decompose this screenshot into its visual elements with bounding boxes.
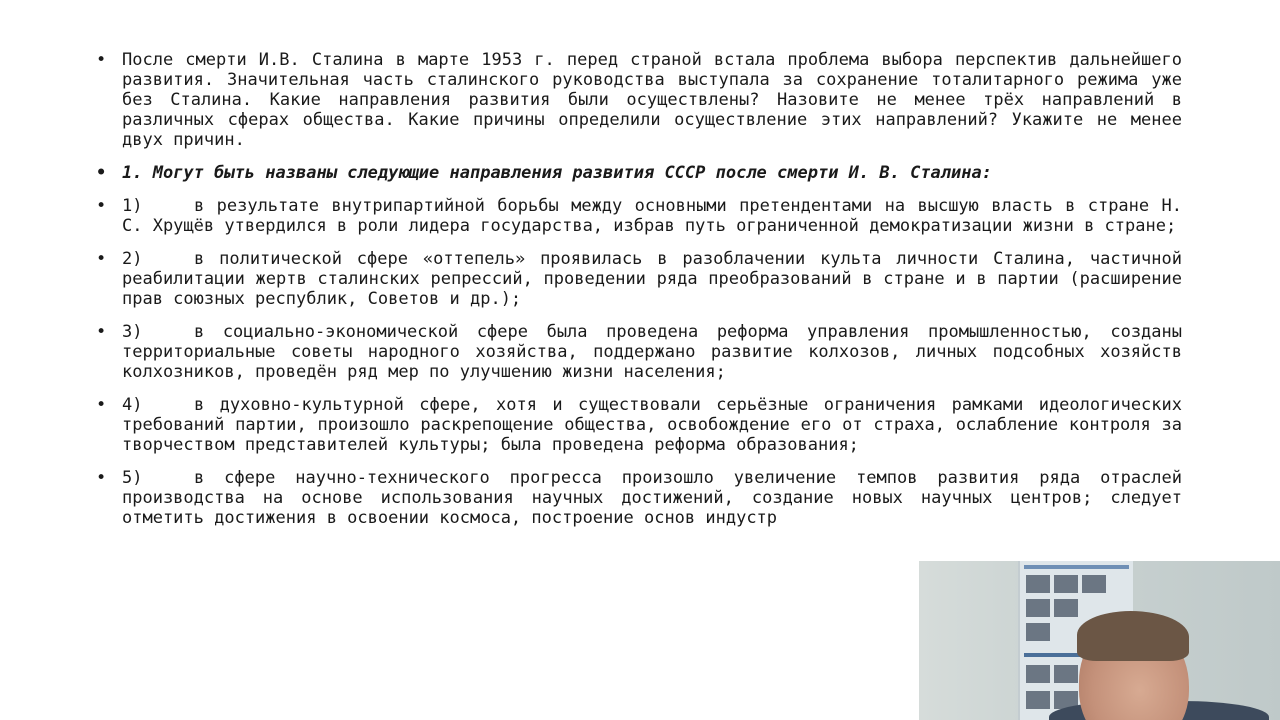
bullet-icon: •	[96, 249, 107, 269]
item-text: в результате внутрипартийной борьбы между основными претендентами на высшую власть в стране Н. С. Хрущёв утвердился в роли лидера государства, избрав путь ограниченной демократизации жизни в стране;	[122, 196, 1182, 236]
poster-photo	[1054, 599, 1078, 617]
list-item-question	[96, 50, 1182, 150]
item-text: в социально-экономической сфере была проведена реформа управления промышленностью, созданы территориальные советы народного хозяйства, поддержано развитие колхозов, личных подсобных хозяйств колхозников, проведён ряд мер по улучшению жизни населения;	[122, 322, 1182, 382]
list-item-direction-3	[96, 322, 1182, 382]
poster-photo	[1026, 575, 1050, 593]
bullet-icon: •	[96, 50, 107, 70]
poster-header	[1024, 565, 1129, 569]
poster-photo	[1054, 665, 1078, 683]
item-number: 4)	[122, 395, 143, 415]
item-text: в сфере научно-технического прогресса произошло увеличение темпов развития ряда отраслей производства на основе использования научных достижений, создание новых научных центров; следует отметить достижения в освоении космоса, построение основ индустр	[122, 468, 1182, 528]
poster-photo	[1082, 575, 1106, 593]
bullet-icon: •	[96, 395, 107, 415]
item-text: в духовно-культурной сфере, хотя и существовали серьёзные ограничения рамками идеологических требований партии, произошло раскрепощение общества, освобождение его от страха, ослабление контроля за творчеством представителей культуры; была проведена реформа образования;	[122, 395, 1182, 455]
answer-heading-text: 1. Могут быть названы следующие направления развития СССР после смерти И. В. Сталина:	[122, 163, 992, 183]
item-number: 2)	[122, 249, 143, 269]
list-item-direction-5	[96, 468, 1182, 528]
poster-photo	[1026, 691, 1050, 709]
poster-photo	[1054, 575, 1078, 593]
bullet-icon: •	[96, 163, 107, 183]
bullet-list	[96, 50, 1182, 541]
poster-photo	[1026, 623, 1050, 641]
list-item-answer-heading	[96, 163, 1182, 183]
presenter-hair	[1077, 611, 1189, 661]
list-item-direction-4	[96, 395, 1182, 455]
question-text: После смерти И.В. Сталина в марте 1953 г. перед страной встала проблема выбора перспектив дальнейшего развития. Значительная часть сталинского руководства выступала за сохранение тоталитарного режима уже без Сталина. Какие направления развития были осуществлены? Назовите не менее трёх направлений в различных сферах общества. Какие причины определили осуществление этих направлений? Укажите не менее двух причин.	[122, 50, 1182, 150]
bullet-icon: •	[96, 196, 107, 216]
list-item-direction-2	[96, 249, 1182, 309]
item-number: 5)	[122, 468, 143, 488]
bullet-icon: •	[96, 322, 107, 342]
item-number: 3)	[122, 322, 143, 342]
list-item-direction-1	[96, 196, 1182, 236]
webcam-overlay	[919, 561, 1280, 720]
item-text: в политической сфере «оттепель» проявилась в разоблачении культа личности Сталина, частичной реабилитации жертв сталинских репрессий, проведении ряда преобразований в стране и в партии (расширение прав союзных республик, Советов и др.);	[122, 249, 1182, 309]
bullet-icon: •	[96, 468, 107, 488]
poster-photo	[1026, 665, 1050, 683]
item-number: 1)	[122, 196, 143, 216]
poster-photo	[1026, 599, 1050, 617]
